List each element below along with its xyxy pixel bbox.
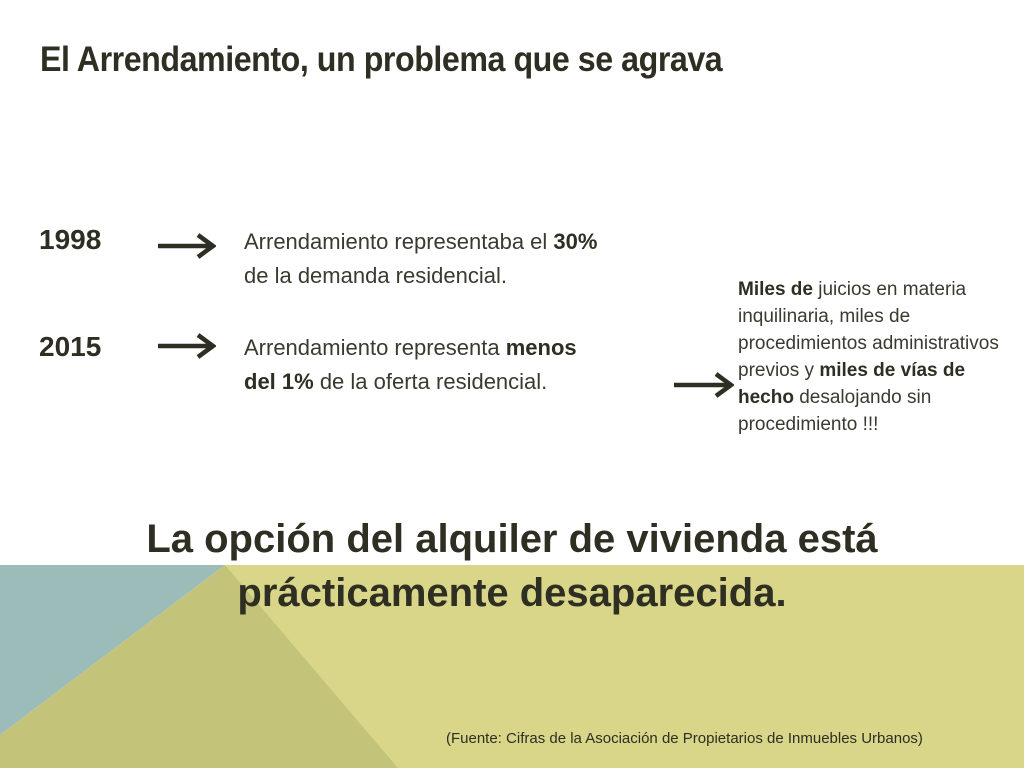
row-1998-text-line2: de la demanda residencial. [244, 263, 507, 288]
side-note-text-1: juicios en materia inquilinaria, miles de procedimientos administrativos previos y [738, 279, 999, 381]
row-2015-description [244, 331, 577, 399]
conclusion-line-2: prácticamente desaparecida. [237, 571, 787, 615]
conclusion-line-1: La opción del alquiler de vivienda está [146, 517, 878, 561]
row-2015-text: Arrendamiento representa [244, 335, 506, 360]
conclusion [0, 512, 1024, 620]
row-1998-value: 30% [553, 229, 598, 254]
side-note-bold-1: Miles de [738, 279, 813, 300]
arrow-right-icon [674, 370, 734, 400]
side-note-text-2: desalojando sin procedimiento !!! [738, 387, 932, 435]
side-note-bold-2: miles de vías de hecho [738, 360, 966, 408]
row-2015-bold: menos [505, 335, 577, 360]
arrow-right-icon [158, 331, 216, 361]
year-2015: 2015 [39, 331, 102, 362]
year-1998: 1998 [39, 224, 102, 255]
row-2015-value: del 1% [244, 369, 314, 394]
row-1998-description [244, 225, 597, 293]
slide-title: El Arrendamiento, un problema que se agrava [40, 40, 723, 79]
row-1998-text: Arrendamiento representaba el [244, 229, 554, 254]
arrow-right-icon [158, 231, 216, 261]
source-citation: (Fuente: Cifras de la Asociación de Propietarios de Inmuebles Urbanos) [446, 730, 923, 747]
row-2015-text-line2: de la oferta residencial. [313, 369, 548, 394]
side-note [738, 276, 1013, 438]
